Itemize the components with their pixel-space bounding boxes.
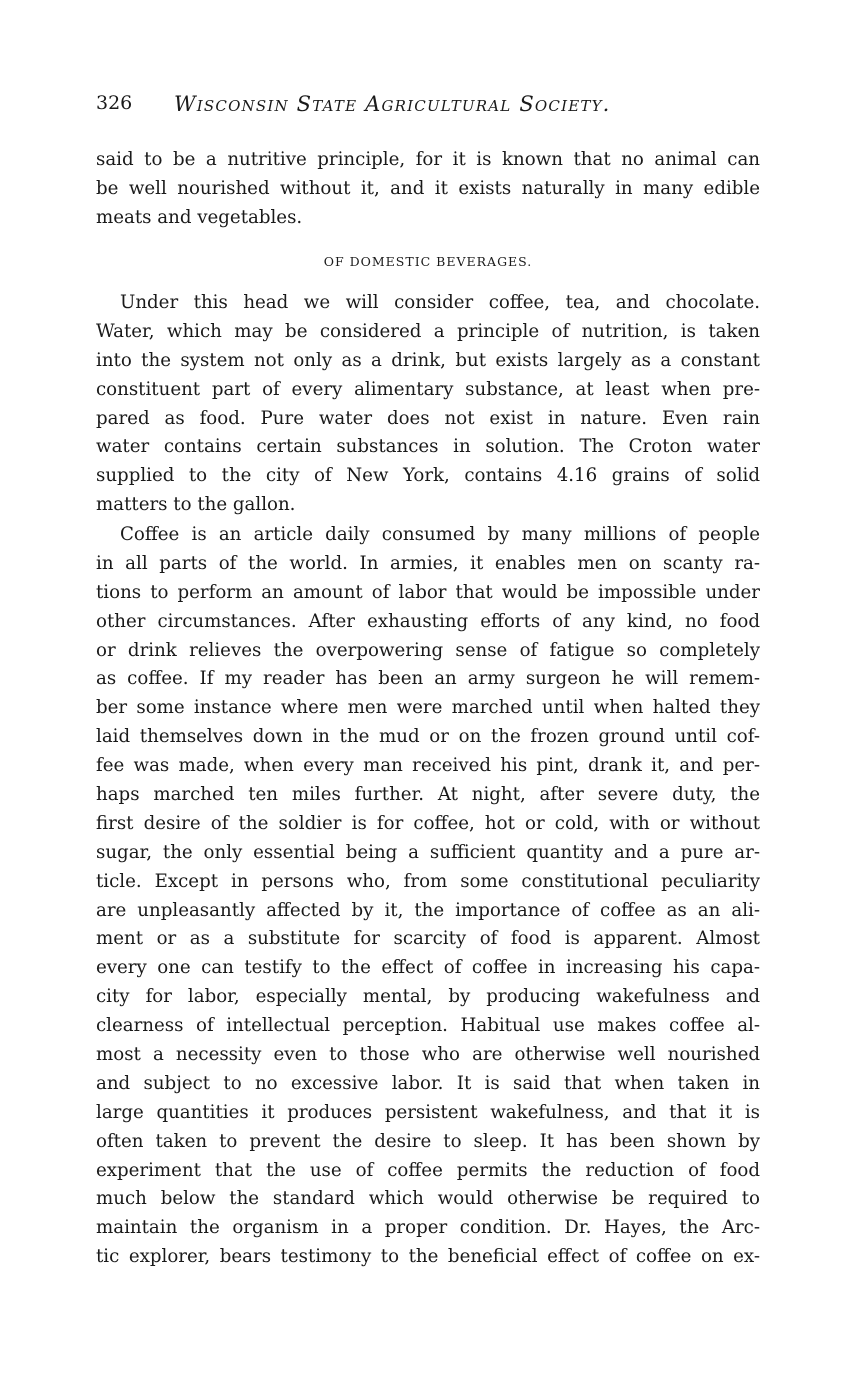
text-line: meats and vegetables. <box>96 206 303 228</box>
section-heading: OF DOMESTIC BEVERAGES. <box>323 254 533 269</box>
text-line: into the system not only as a drink, but exists largely as a constant <box>96 349 760 371</box>
text-line: much below the standard which would otherwise be required to <box>96 1188 760 1210</box>
text-line: constituent part of every alimentary substance, at least when pre- <box>96 378 760 400</box>
text-line: Under this head we will consider coffee, tea, and chocolate. <box>120 292 760 313</box>
text-line: ber some instance where men were marched until when halted they <box>96 697 760 719</box>
text-line: tions to perform an amount of labor that would be impossible under <box>96 581 760 603</box>
text-line: maintain the organism in a proper condition. Dr. Hayes, the Arc- <box>96 1217 760 1239</box>
text-line: fee was made, when every man received his pint, drank it, and per- <box>96 755 760 777</box>
paragraph-water <box>96 289 760 520</box>
running-head <box>96 92 766 120</box>
text-line: water contains certain substances in solution. The Croton water <box>96 436 760 458</box>
text-line: every one can testify to the effect of coffee in increasing his capa- <box>96 957 760 979</box>
page-number: 326 <box>96 92 133 114</box>
text-line: as coffee. If my reader has been an army surgeon he will remem- <box>96 668 760 690</box>
text-line: city for labor, especially mental, by producing wakefulness and <box>96 986 760 1008</box>
text-line: clearness of intellectual perception. Habitual use makes coffee al- <box>96 1015 760 1037</box>
text-line: ticle. Except in persons who, from some constitutional peculiarity <box>96 870 760 892</box>
text-line: supplied to the city of New York, contains 4.16 grains of solid <box>96 465 760 487</box>
text-line: haps marched ten miles further. At night, after severe duty, the <box>96 784 760 806</box>
text-line: and subject to no excessive labor. It is said that when taken in <box>96 1072 760 1094</box>
text-line: Water, which may be considered a principle of nutrition, is taken <box>96 320 760 342</box>
text-line: pared as food. Pure water does not exist in nature. Even rain <box>96 407 760 429</box>
paragraph-continuation <box>96 146 760 233</box>
text-line: experiment that the use of coffee permits the reduction of food <box>96 1159 760 1181</box>
text-line: Coffee is an article daily consumed by many millions of people <box>120 524 760 545</box>
text-line: large quantities it produces persistent wakefulness, and that it is <box>96 1101 760 1123</box>
text-line: in all parts of the world. In armies, it enables men on scanty ra- <box>96 552 760 574</box>
text-line: ment or as a substitute for scarcity of food is apparent. Almost <box>96 928 760 950</box>
text-line: laid themselves down in the mud or on the frozen ground until cof- <box>96 726 760 748</box>
text-line: often taken to prevent the desire to sleep. It has been shown by <box>96 1130 760 1152</box>
text-line: sugar, the only essential being a sufficient quantity and a pure ar- <box>96 841 760 863</box>
text-line: be well nourished without it, and it exists naturally in many edible <box>96 177 760 199</box>
text-line: said to be a nutritive principle, for it is known that no animal can <box>96 149 760 170</box>
journal-title: Wisconsin State Agricultural Society. <box>174 92 611 116</box>
text-line: matters to the gallon. <box>96 494 296 516</box>
text-line: most a necessity even to those who are otherwise well nourished <box>96 1044 760 1066</box>
text-line: tic explorer, bears testimony to the beneficial effect of coffee on ex- <box>96 1246 760 1268</box>
text-line: first desire of the soldier is for coffee, hot or cold, with or without <box>96 812 760 834</box>
text-line: are unpleasantly affected by it, the importance of coffee as an ali- <box>96 899 760 921</box>
paragraph-coffee <box>96 521 760 1272</box>
text-line: or drink relieves the overpowering sense of fatigue so completely <box>96 639 760 661</box>
text-line: other circumstances. After exhausting efforts of any kind, no food <box>96 610 760 632</box>
